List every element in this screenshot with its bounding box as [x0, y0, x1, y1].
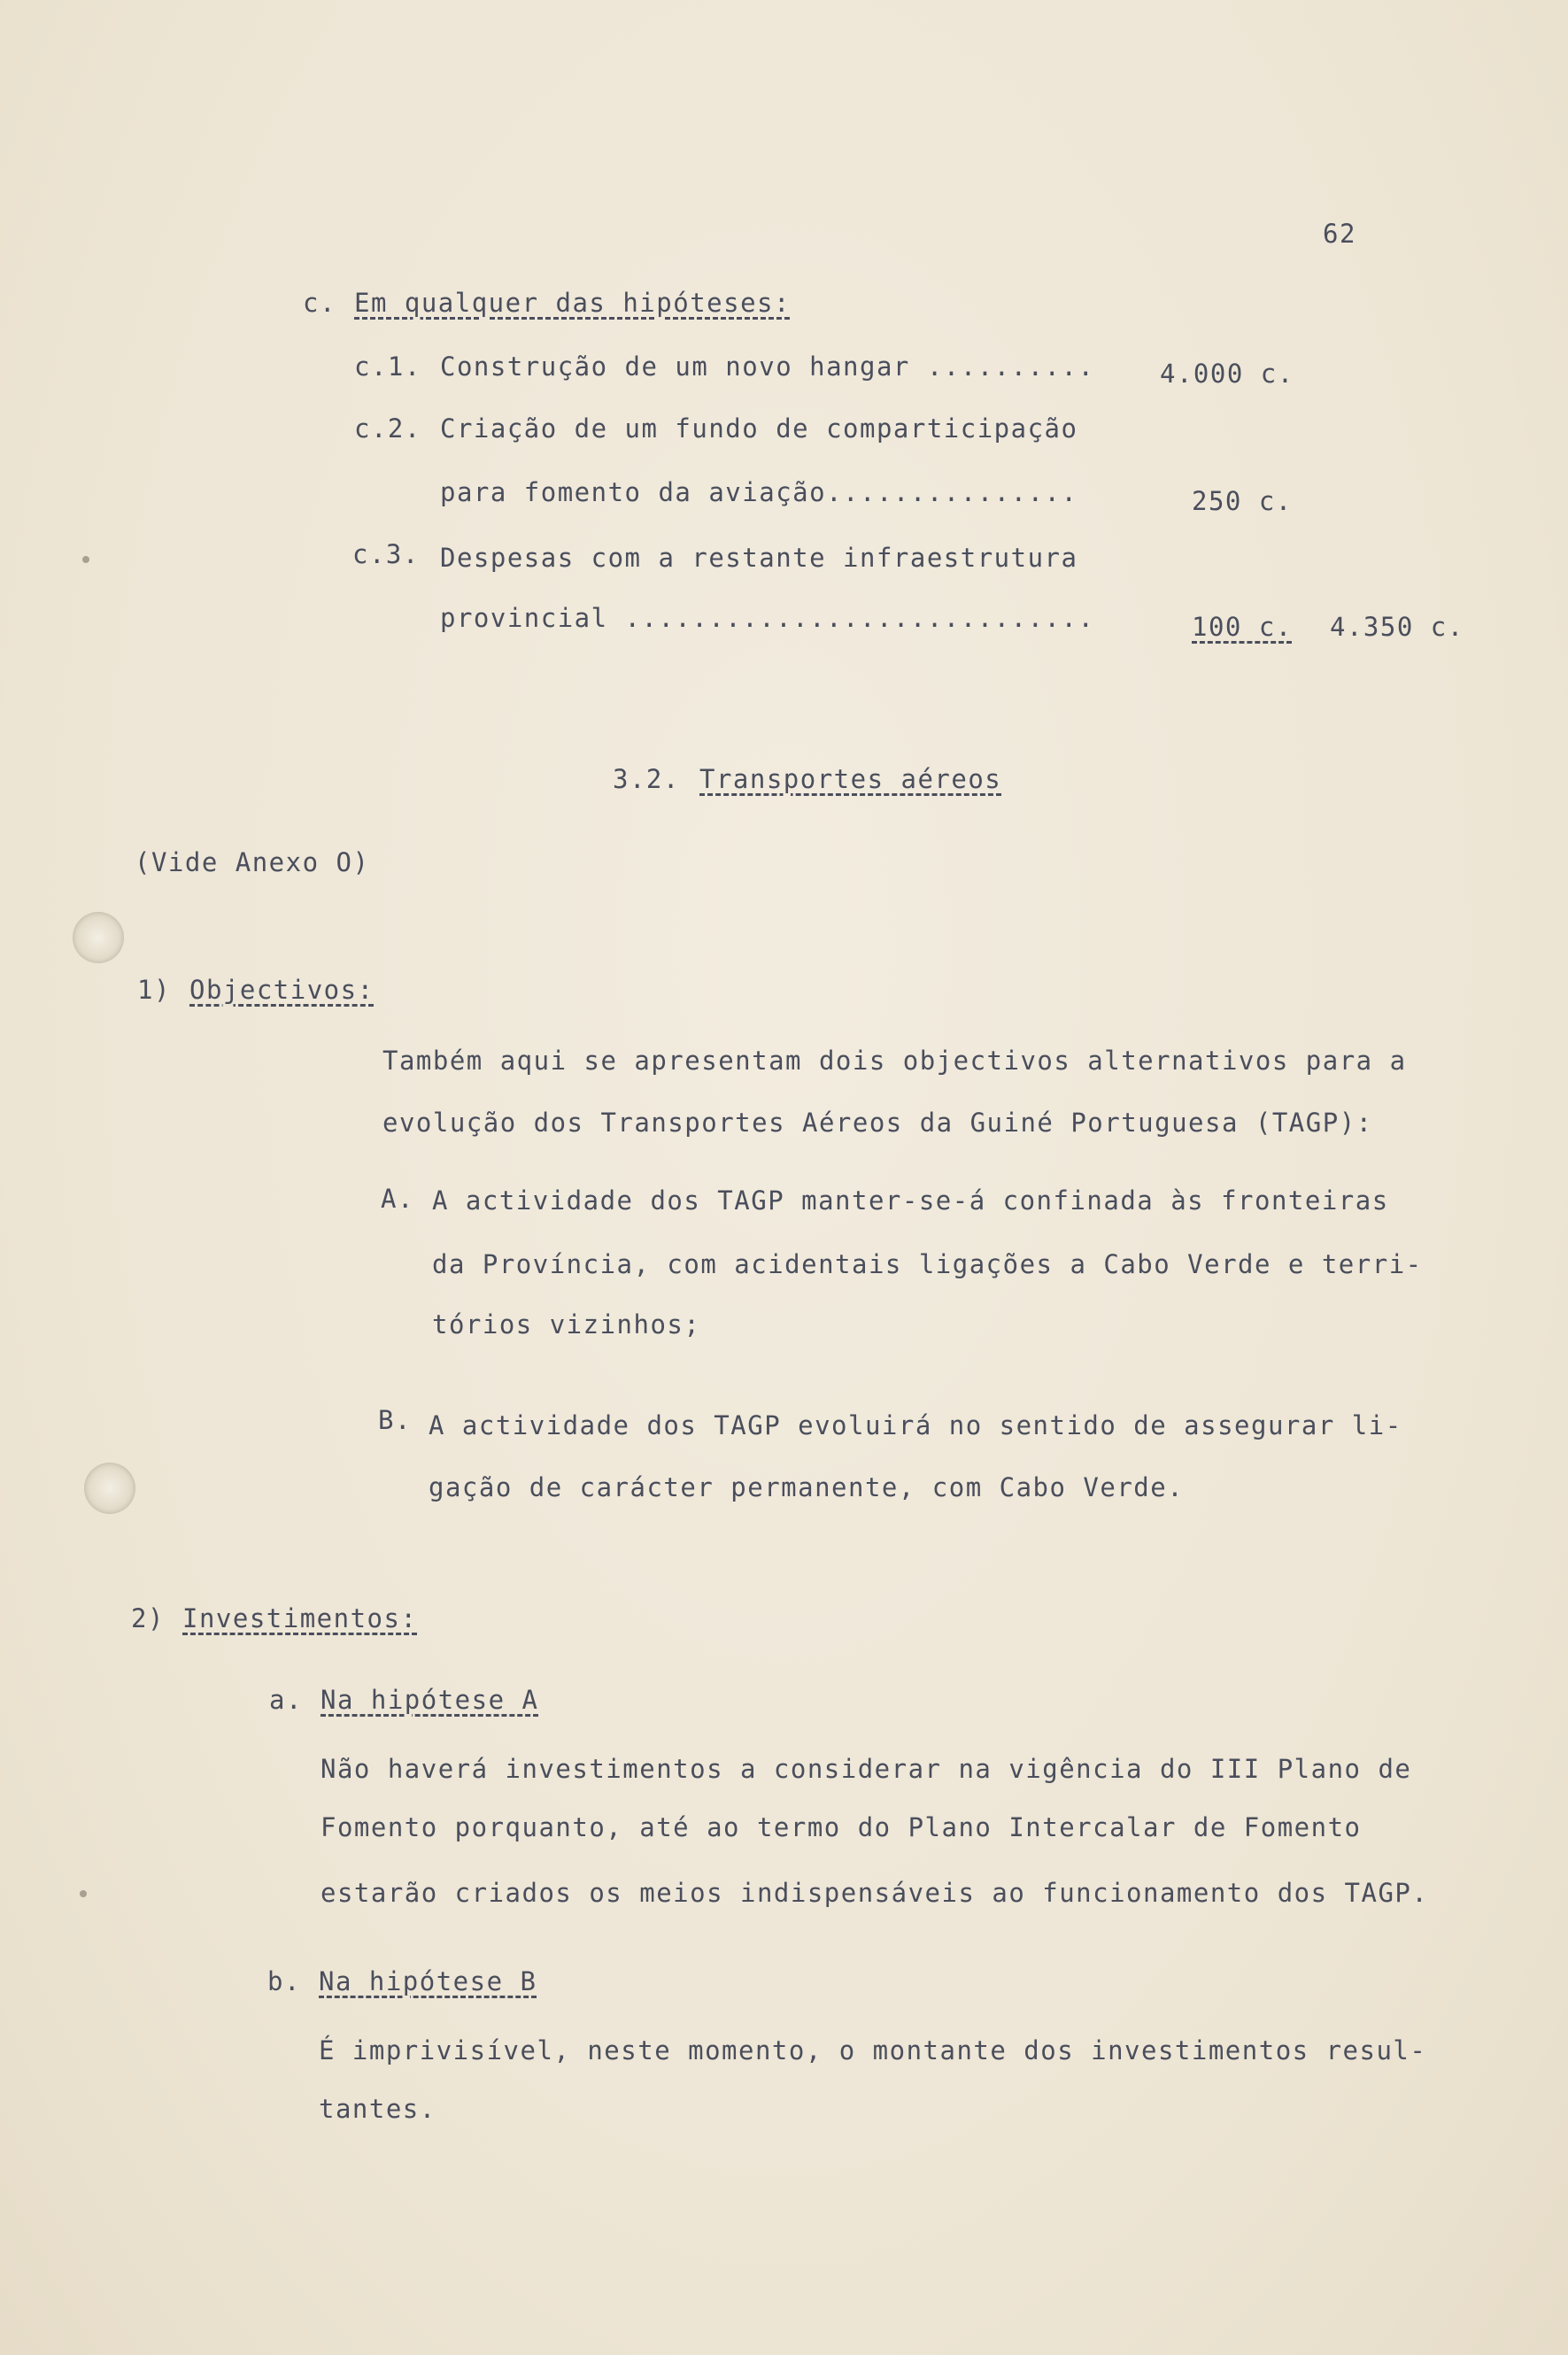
section-c-total: 4.350 c. — [1330, 612, 1464, 642]
hypothesis-a-line2: Fomento porquanto, até ao termo do Plano Intercalar de Fomento — [321, 1812, 1362, 1842]
item-c3-number: c.3. — [352, 539, 420, 569]
item-c2-amount: 250 c. — [1192, 486, 1293, 516]
section-title: Transportes aéreos — [699, 764, 1002, 794]
objective-a-line2: da Província, com acidentais ligações a Cabo Verde e terri- — [432, 1249, 1423, 1279]
item-c3-amount: 100 c. — [1192, 612, 1293, 642]
hypothesis-a-label: a. — [269, 1685, 303, 1715]
punch-hole — [84, 1463, 135, 1514]
hypothesis-b-line1: É imprivisível, neste momento, o montante dos investimentos resul- — [319, 2035, 1427, 2065]
objective-a-line3: tórios vizinhos; — [432, 1309, 701, 1340]
section-c-heading: Em qualquer das hipóteses: — [354, 288, 791, 318]
item-c1-text: Construção de um novo hangar .......... — [440, 351, 1095, 382]
punch-hole — [73, 912, 124, 963]
investimentos-number: 2) — [131, 1603, 165, 1633]
page-number: 62 — [1323, 219, 1356, 249]
hypothesis-b-heading: Na hipótese B — [319, 1966, 537, 1996]
hypothesis-a-line1: Não haverá investimentos a considerar na vigência do III Plano de — [321, 1754, 1412, 1784]
investimentos-heading: Investimentos: — [182, 1603, 418, 1633]
hypothesis-b-label: b. — [267, 1966, 301, 1996]
objective-b-label: B. — [378, 1405, 412, 1435]
item-c2-number: c.2. — [354, 413, 421, 444]
objectivos-heading: Objectivos: — [189, 975, 375, 1005]
paper-speck — [82, 556, 89, 563]
section-c-prefix: c. — [303, 288, 336, 318]
objectivos-number: 1) — [137, 975, 171, 1005]
item-c2-text: Criação de um fundo de comparticipação — [440, 413, 1078, 444]
item-c1-amount: 4.000 c. — [1160, 359, 1294, 389]
item-c3-text: Despesas com a restante infraestrutura — [440, 543, 1078, 573]
section-number: 3.2. — [613, 764, 680, 794]
objective-b-line2: gação de carácter permanente, com Cabo Verde. — [429, 1472, 1185, 1502]
hypothesis-a-heading: Na hipótese A — [321, 1685, 539, 1715]
hypothesis-b-line2: tantes. — [319, 2094, 436, 2124]
annex-reference: (Vide Anexo O) — [135, 847, 370, 877]
paper-speck — [80, 1890, 87, 1897]
objective-a-line1: A actividade dos TAGP manter-se-á confinada às fronteiras — [432, 1185, 1389, 1216]
objectivos-intro-line1: Também aqui se apresentam dois objectivos alternativos para a — [382, 1046, 1407, 1076]
objective-a-label: A. — [381, 1184, 414, 1214]
item-c3-text-cont: provincial ............................ — [440, 603, 1095, 633]
objective-b-line1: A actividade dos TAGP evoluirá no sentido de assegurar li- — [429, 1410, 1402, 1440]
hypothesis-a-line3: estarão criados os meios indispensáveis ao funcionamento dos TAGP. — [321, 1878, 1429, 1908]
item-c2-text-cont: para fomento da aviação............... — [440, 477, 1078, 507]
objectivos-intro-line2: evolução dos Transportes Aéreos da Guiné Portuguesa (TAGP): — [382, 1108, 1373, 1138]
item-c1-number: c.1. — [354, 351, 421, 382]
